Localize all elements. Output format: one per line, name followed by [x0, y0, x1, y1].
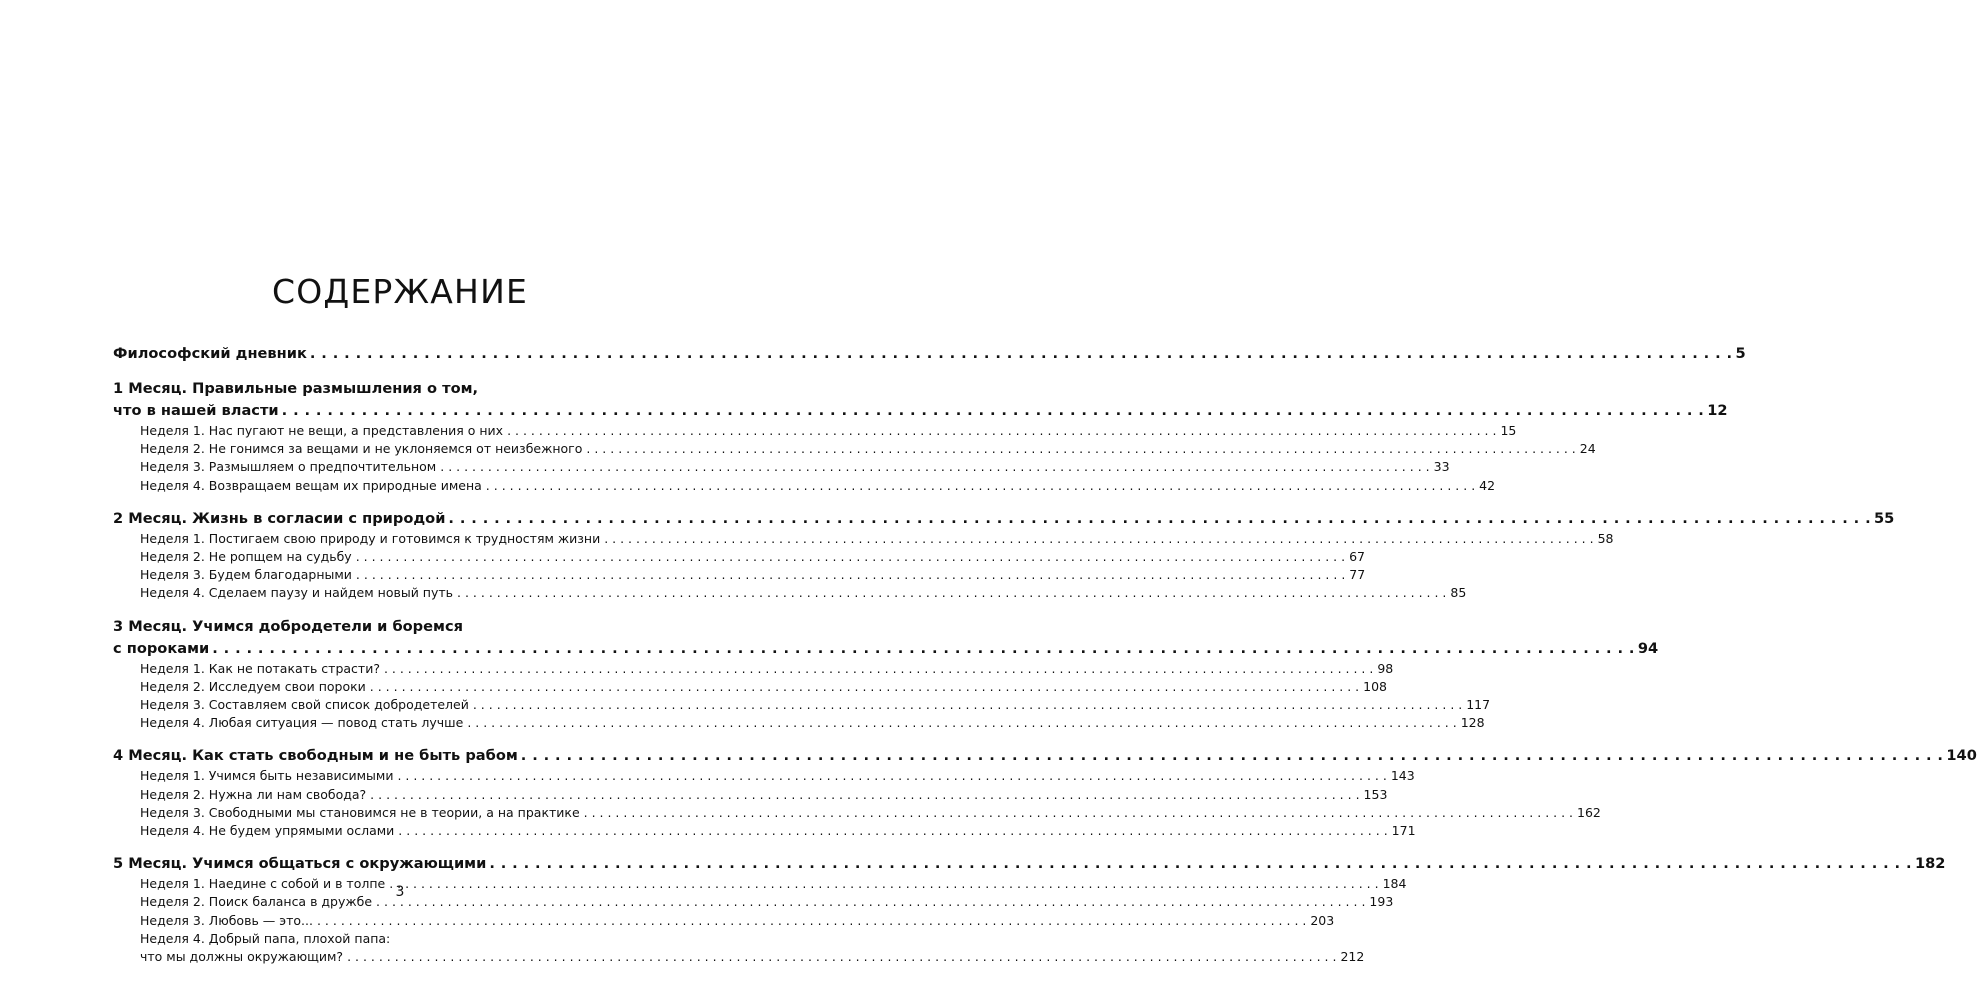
- week-title: Неделя 2. Исследуем свои пороки: [140, 678, 366, 694]
- week-title: Неделя 1. Как не потакать страсти?: [140, 660, 380, 676]
- week-title: Неделя 4. Сделаем паузу и найдем новый путь: [140, 585, 454, 601]
- dot-leader: [486, 477, 1475, 495]
- month-title-line[interactable]: [113, 638, 1659, 660]
- toc-month-2: [113, 508, 1895, 603]
- page-title: СОДЕРЖАНИЕ: [271, 272, 529, 311]
- dot-leader: [507, 422, 1496, 440]
- month-title-line[interactable]: [113, 853, 1946, 875]
- toc-month-5: [113, 853, 1946, 966]
- dot-leader: [586, 440, 1575, 458]
- week-title: Неделя 2. Не гонимся за вещами и не уклоняемся от неизбежного: [140, 441, 583, 457]
- toc-week-entry[interactable]: [140, 767, 1415, 785]
- month-title-line[interactable]: 1 Месяц. Правильные размышления о том,: [113, 380, 479, 397]
- toc-month-1: [113, 378, 1728, 495]
- toc-entry-page: 5: [1735, 345, 1746, 362]
- toc-month-3: [113, 616, 1659, 733]
- week-page: 153: [1363, 786, 1388, 802]
- toc-month-4: [113, 745, 1977, 840]
- week-title: Неделя 1. Постигаем свою природу и готовимся к трудностям жизни: [140, 530, 601, 546]
- toc-week-entry[interactable]: [140, 696, 1491, 714]
- month-title-line[interactable]: [113, 400, 1728, 422]
- week-title: Неделя 3. Свободными мы становимся не в теории, а на практике: [140, 804, 580, 820]
- week-title: Неделя 4. Возвращаем вещам их природные имена: [140, 477, 482, 493]
- week-title: Неделя 1. Учимся быть независимыми: [140, 768, 394, 784]
- week-page: 117: [1466, 697, 1491, 713]
- dot-leader: [384, 660, 1373, 678]
- week-page: 108: [1363, 678, 1388, 694]
- week-title: Неделя 2. Поиск баланса в дружбе: [140, 894, 373, 910]
- toc-entry-title: Философский дневник: [113, 345, 307, 362]
- month-title-text: с пороками: [113, 639, 210, 657]
- month-title-line[interactable]: [113, 745, 1977, 767]
- dot-leader: [604, 530, 1593, 548]
- dot-leader: [282, 400, 1705, 422]
- toc-week-entry[interactable]: [140, 660, 1394, 678]
- toc-week-entry[interactable]: [140, 786, 1388, 804]
- week-page: 15: [1500, 423, 1517, 438]
- week-page: 128: [1460, 715, 1485, 731]
- dot-leader: [440, 458, 1429, 476]
- week-page: 184: [1382, 876, 1407, 892]
- dot-leader: [310, 343, 1733, 365]
- dot-leader: [489, 853, 1912, 875]
- toc-week-entry[interactable]: [140, 678, 1388, 696]
- dot-leader: [584, 804, 1573, 822]
- week-title-line[interactable]: Неделя 4. Добрый папа, плохой папа:: [140, 930, 391, 946]
- toc-week-entry[interactable]: [140, 584, 1467, 602]
- week-title: Неделя 4. Не будем упрямыми ослами: [140, 823, 395, 839]
- week-title: Неделя 2. Нужна ли нам свобода?: [140, 786, 367, 802]
- toc-week-entry[interactable]: [140, 912, 1335, 930]
- week-title: Неделя 1. Наедине с собой и в толпе: [140, 876, 386, 892]
- week-title: Неделя 3. Размышляем о предпочтительном: [140, 459, 437, 475]
- toc-week-entry[interactable]: [140, 458, 1450, 476]
- dot-leader: [473, 696, 1462, 714]
- week-page: 77: [1349, 567, 1366, 583]
- toc-week-entry[interactable]: [140, 548, 1365, 566]
- toc-week-entry[interactable]: [140, 822, 1416, 840]
- dot-leader: [370, 786, 1359, 804]
- toc-entry-intro[interactable]: [113, 343, 1746, 365]
- toc-week-entry[interactable]: [140, 948, 1365, 966]
- week-page: 85: [1450, 585, 1467, 601]
- dot-leader: [398, 822, 1387, 840]
- dot-leader: [317, 912, 1306, 930]
- week-title: Неделя 2. Не ропщем на судьбу: [140, 549, 352, 565]
- toc-week-entry[interactable]: [140, 566, 1366, 584]
- month-page: 94: [1637, 639, 1659, 657]
- week-title: Неделя 3. Любовь — это...: [140, 912, 313, 928]
- dot-leader: [347, 948, 1336, 966]
- dot-leader: [397, 767, 1386, 785]
- dot-leader: [467, 714, 1456, 732]
- week-title: что мы должны окружающим?: [140, 949, 344, 965]
- month-page: 140: [1946, 747, 1977, 765]
- toc-week-entry[interactable]: [140, 804, 1601, 822]
- dot-leader: [448, 508, 1871, 530]
- week-title: Неделя 4. Любая ситуация — повод стать лучше: [140, 715, 464, 731]
- week-page: 162: [1577, 804, 1601, 820]
- toc-week-entry[interactable]: [140, 422, 1517, 440]
- week-page: 193: [1369, 894, 1394, 910]
- week-page: 67: [1349, 549, 1365, 565]
- week-page: 203: [1310, 912, 1335, 928]
- week-page: 58: [1597, 530, 1614, 546]
- toc-week-entry[interactable]: [140, 440, 1596, 458]
- dot-leader: [370, 678, 1359, 696]
- month-page: 12: [1707, 402, 1728, 419]
- week-page: 171: [1391, 823, 1416, 839]
- month-title-text: 4 Месяц. Как стать свободным и не быть рабом: [113, 747, 518, 765]
- dot-leader: [356, 548, 1345, 566]
- dot-leader: [457, 584, 1446, 602]
- week-title: Неделя 3. Составляем свой список добродетелей: [140, 697, 469, 713]
- page-number: 3: [395, 884, 405, 900]
- week-page: 98: [1377, 660, 1394, 676]
- month-title-text: 5 Месяц. Учимся общаться с окружающими: [113, 855, 487, 873]
- month-title-text: что в нашей власти: [113, 402, 279, 419]
- toc-week-entry[interactable]: [140, 714, 1485, 732]
- week-page: 24: [1579, 441, 1596, 457]
- week-title: Неделя 1. Нас пугают не вещи, а представления о них: [140, 423, 504, 438]
- month-page: 55: [1874, 509, 1895, 527]
- week-page: 212: [1340, 949, 1365, 965]
- week-page: 33: [1433, 459, 1450, 475]
- month-page: 182: [1914, 855, 1946, 873]
- week-page: 42: [1479, 477, 1496, 493]
- month-title-line[interactable]: [113, 508, 1895, 530]
- toc-week-entry[interactable]: [140, 477, 1496, 495]
- dot-leader: [356, 566, 1345, 584]
- week-title: Неделя 3. Будем благодарными: [140, 567, 352, 583]
- month-title-line[interactable]: 3 Месяц. Учимся добродетели и боремся: [113, 617, 463, 635]
- toc-week-entry[interactable]: [140, 530, 1614, 548]
- dot-leader: [521, 745, 1944, 767]
- dot-leader: [212, 638, 1635, 660]
- table-of-contents: [113, 343, 1977, 966]
- month-title-text: 2 Месяц. Жизнь в согласии с природой: [113, 509, 446, 527]
- week-page: 143: [1390, 768, 1415, 784]
